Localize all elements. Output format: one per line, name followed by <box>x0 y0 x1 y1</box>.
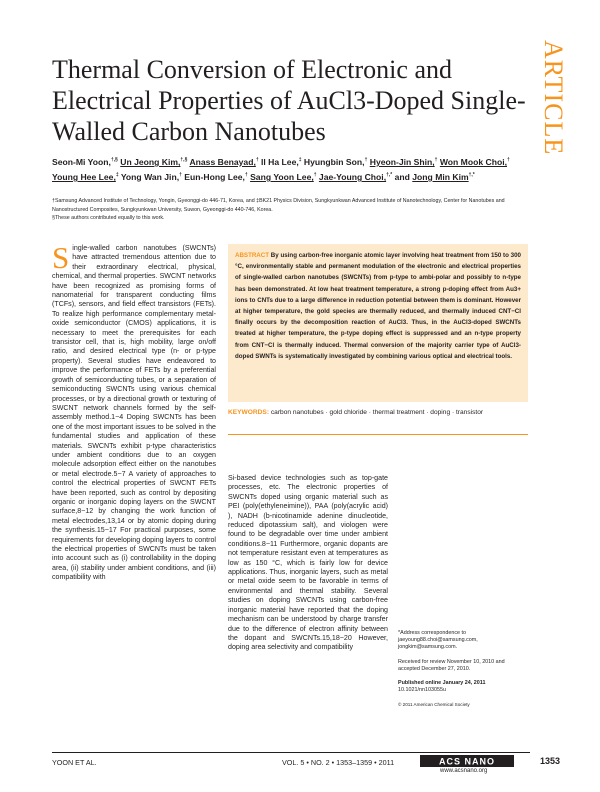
author-affiliation-mark: ‡ <box>298 157 302 163</box>
author-name: Yong Wan Jin, <box>120 171 180 182</box>
correspondence-emails[interactable]: jaeyoung88.choi@samsung.com, jongkim@samsung.com. <box>398 637 478 651</box>
correspondence-label: *Address correspondence to <box>398 630 467 636</box>
author-name: Il Ha Lee, <box>261 156 299 167</box>
abstract-text: By using carbon-free inorganic atomic layer involving heat treatment from 150 to 300 °C, environmentally stable and permanent modulation of the electronic and electrical properties of single-walled carbon nanotubes (SWCNTs) from p-type to ambi-polar and possibly to n-type has been demonstrated. At low heat treatment temperature, a strong p-doping effect from Au3+ ions to CNTs due to a large difference in reduction potential between them is dominant. However at higher temperature, the gold species are thermally reduced, and thermally induced CNT−Cl finally occurs by the decomposition reaction of AuCl3. Thus, in the AuCl3-doped SWCNTs treated at higher temperature, the p-type doping effect is suppressed and an n-type property from CNT−Cl is thermally induced. Thermal conversion of the majority carrier type of AuCl3-doped SWNTs is systematically investigated by combining various optical and electrical tools. <box>235 252 521 360</box>
author-affiliation-mark: †,§ <box>180 157 188 163</box>
author-name[interactable]: Young Hee Lee, <box>52 171 116 182</box>
abstract-box <box>228 244 528 402</box>
author-name: and <box>394 171 410 182</box>
copyright: © 2011 American Chemical Society <box>398 702 470 708</box>
page-number: 1353 <box>540 756 561 766</box>
article-type-label: ARTICLE <box>539 40 568 156</box>
body-text-middle: Si-based device technologies such as top-gate processes, etc. The electronic properties of SWCNTs doped using organic material such as PEI (poly(ethyleneimine)), PAA (poly(acrylic acid) ), NADH (b-nicotinamide adenine dinucleotide, reduced dipotassium salt), and viologen were found to be degradable over time under ambient conditions.8−11 Furthermore, organic dopants are not temperature resistant even at temperatures as low as 150 °C, which is fairly low for device applications. Thus, inorganic layers, such as metal or metal oxide seem to be favorable in terms of environmental and thermal stability. Several studies on doping SWCNTs using carbon-free inorganic material have reported that the doping mechanism can be understood by charge transfer due to the difference of electron affinity between the dopant and SWCNTs.15,18−20 However, doping area selectivity and compatibility <box>228 474 388 652</box>
author-affiliation-mark: † <box>313 172 317 179</box>
author-name: Seon-Mi Yoon, <box>52 156 111 167</box>
author-affiliation-mark: † <box>179 172 182 179</box>
correspondence <box>398 630 528 652</box>
author-affiliation-mark: † <box>244 172 248 179</box>
author-name[interactable]: Anass Benayad, <box>189 156 256 167</box>
author-affiliation-mark: † <box>364 157 368 163</box>
author-list <box>52 154 512 184</box>
author-affiliation-mark: † <box>255 157 259 163</box>
abstract <box>235 250 521 362</box>
article-notes <box>398 630 528 716</box>
keywords-text: carbon nanotubes · gold chloride · thermal treatment · doping · transistor <box>270 409 484 416</box>
body-column-middle <box>228 474 388 653</box>
journal-logo-text: ACS NANO <box>438 756 496 767</box>
author-affiliation-mark: †,§ <box>110 157 118 163</box>
affiliations <box>52 197 522 223</box>
doi[interactable]: 10.1021/nn103055u <box>398 687 446 694</box>
publication-info <box>398 680 528 694</box>
keywords-divider <box>228 434 528 435</box>
author-name: Eun-Hong Lee, <box>184 171 245 182</box>
author-affiliation-mark: ‡ <box>115 172 119 179</box>
author-affiliation-mark: †,* <box>468 172 475 179</box>
author-affiliation-mark: † <box>434 157 438 163</box>
footer-running-head: YOON ET AL. <box>52 758 97 767</box>
author-name[interactable]: Jong Min Kim <box>412 171 469 182</box>
body-column-left <box>52 240 216 583</box>
affiliation-equal-contribution: §These authors contributed equally to this work. <box>52 215 165 222</box>
paper-title: Thermal Conversion of Electronic and Electrical Properties of AuCl3-Doped Single-Walled Carbon Nanotubes <box>52 55 526 146</box>
footer-volume-info: VOL. 5 • NO. 2 • 1353–1359 • 2011 <box>282 758 395 767</box>
drop-cap: S <box>52 240 70 275</box>
footer-rule <box>52 752 530 753</box>
keywords <box>228 408 528 417</box>
received-dates: Received for review November 10, 2010 and accepted December 27, 2010. <box>398 658 505 672</box>
author-affiliation-mark: †,* <box>386 172 393 179</box>
keywords-label: KEYWORDS: <box>228 409 270 416</box>
author-name[interactable]: Un Jeong Kim, <box>120 156 181 167</box>
author-name[interactable]: Won Mook Choi, <box>439 156 507 167</box>
journal-url[interactable]: www.acsnano.org <box>440 768 488 774</box>
author-name[interactable]: Hyeon-Jin Shin, <box>369 156 435 167</box>
author-name[interactable]: Sang Yoon Lee, <box>250 171 314 182</box>
author-affiliation-mark: † <box>507 157 510 163</box>
abstract-label: ABSTRACT <box>235 252 270 259</box>
author-name: Hyungbin Son, <box>303 156 365 167</box>
author-name[interactable]: Jae-Young Choi, <box>318 171 387 182</box>
published-date: Published online January 24, 2011 <box>398 680 486 687</box>
affiliation-institutions: †Samsung Advanced Institute of Technology, Yongin, Gyeonggi-do 446-71, Korea, and ‡BK21 Physics Division, Sungkyunkwan Advanced Institute of Nanotechnology, Center for Nanotubes and Nanostructured Composites, Sungkyunkwan University, Suwon, Gyeonggi-do 440-746, Korea. <box>52 198 505 213</box>
body-text-left: ingle-walled carbon nanotubes (SWCNTs) have attracted tremendous attention due to their extraordinary electrical, physical, chemical, and thermal properties. SWCNT networks have been recognized as promising forms of nanomaterial for transparent conducting films (TCFs), sensors, and field effect transistors (FETs). To realize high performance complementary metal-oxide semiconductor (CMOS) applications, it is necessary to meet the prerequisites for each transistor cell, that is, high mobility, large on/off ratio, and desired electrical type (n- or p-type property). Several studies have endeavored to improve the performance of FETs by a preferential growth of semiconducting tubes, or a separation of semiconducting SWCNTs using various chemical processes, or by a directional growth or texturing of SWCNT network channels formed by the self-assembly method.1−4 Doping SWCNTs has been one of the most important issues to be solved in the fundamental studies and application of these materials. SWCNTs exhibit p-type characteristics under ambient conditions due to an oxygen molecule adsorption effect either on the nanotubes or metal electrode.5−7 A variety of approaches to control the electrical properties of SWCNT FETs have been reported, such as control by depositing organic or inorganic doping layers on the SWCNT surface,8−12 by changing the work function of metal electrodes,13,14 or by atomic doping during the synthesis.15−17 For practical purposes, some requirements for developing doping layers to control the electrical properties of SWCNTs must be taken into account such as (i) controllability in the doping area, (ii) stability under ambient conditions, and (iii) compatibility with <box>52 244 216 582</box>
